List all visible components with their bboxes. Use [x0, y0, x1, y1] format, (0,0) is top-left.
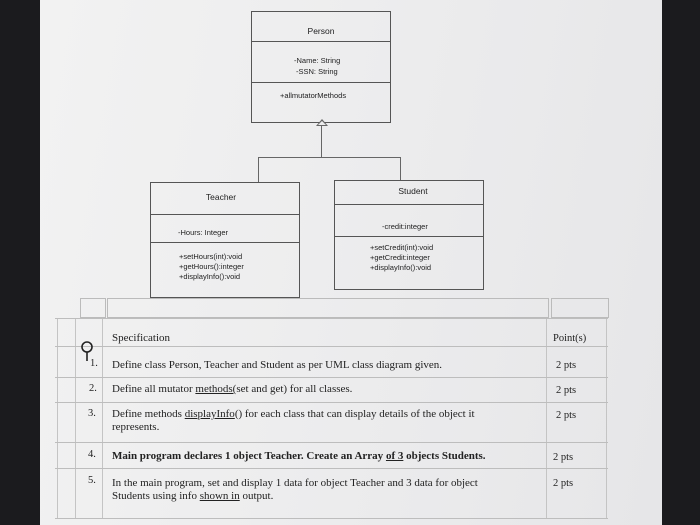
spec-item-points: 2 pts	[556, 410, 577, 421]
spec-header: Specification	[112, 332, 171, 344]
spec-item-number: 3.	[88, 408, 96, 419]
spec-item-number: 5.	[88, 475, 96, 486]
connector-line	[321, 126, 322, 157]
class-teacher-title: Teacher	[205, 192, 237, 202]
class-person-divider	[252, 41, 390, 42]
spec-item-text: Main program declares 1 object Teacher. Create an Array of 3 objects Students.	[112, 450, 486, 462]
class-student-method: +displayInfo():void	[370, 263, 432, 272]
class-person-title: Person	[307, 26, 335, 36]
class-student-method: +setCredit(int):void	[370, 243, 434, 252]
spec-item-text-line2: Students using info shown in output.	[112, 490, 274, 502]
spec-item-number: 4.	[88, 449, 96, 460]
class-student	[334, 180, 484, 290]
class-person	[251, 11, 391, 123]
class-teacher-method: +displayInfo():void	[179, 272, 241, 281]
connector-line	[258, 157, 400, 158]
class-person-attribute: -Name: String	[294, 56, 341, 65]
class-teacher-divider	[151, 214, 299, 215]
spec-item-number: 2.	[89, 383, 97, 394]
class-teacher-divider	[151, 242, 299, 243]
class-student-method: +getCredit:integer	[370, 253, 430, 262]
class-person-method: +allmutatorMethods	[280, 91, 347, 100]
class-student-divider	[335, 236, 483, 237]
spec-item-text: Define class Person, Teacher and Student as per UML class diagram given.	[112, 359, 443, 371]
class-student-title: Student	[398, 186, 428, 196]
spec-item-points: 2 pts	[556, 385, 577, 396]
connector-line	[400, 157, 401, 180]
spec-item-points: 2 pts	[553, 452, 574, 463]
spec-item-text: Define methods displayInfo() for each class that can display details of the object it	[112, 408, 475, 420]
connector-line	[258, 157, 259, 182]
class-teacher-attribute: -Hours: Integer	[178, 228, 229, 237]
spec-item-points: 2 pts	[553, 478, 574, 489]
spec-item-text-line2: represents.	[112, 421, 160, 433]
class-student-divider	[335, 204, 483, 205]
class-teacher-method: +getHours():integer	[179, 262, 244, 271]
class-person-attribute: -SSN: String	[296, 67, 338, 76]
class-teacher-method: +setHours(int):void	[179, 252, 243, 261]
class-person-divider	[252, 82, 390, 83]
spec-item-text: In the main program, set and display 1 data for object Teacher and 3 data for object	[112, 477, 478, 489]
points-header: Point(s)	[553, 333, 587, 344]
class-teacher	[150, 182, 300, 298]
spec-item-text: Define all mutator methods(set and get) for all classes.	[112, 383, 353, 395]
spec-item-number: 1.	[90, 358, 98, 369]
spec-item-points: 2 pts	[556, 360, 577, 371]
class-student-attribute: -credit:integer	[382, 222, 428, 231]
